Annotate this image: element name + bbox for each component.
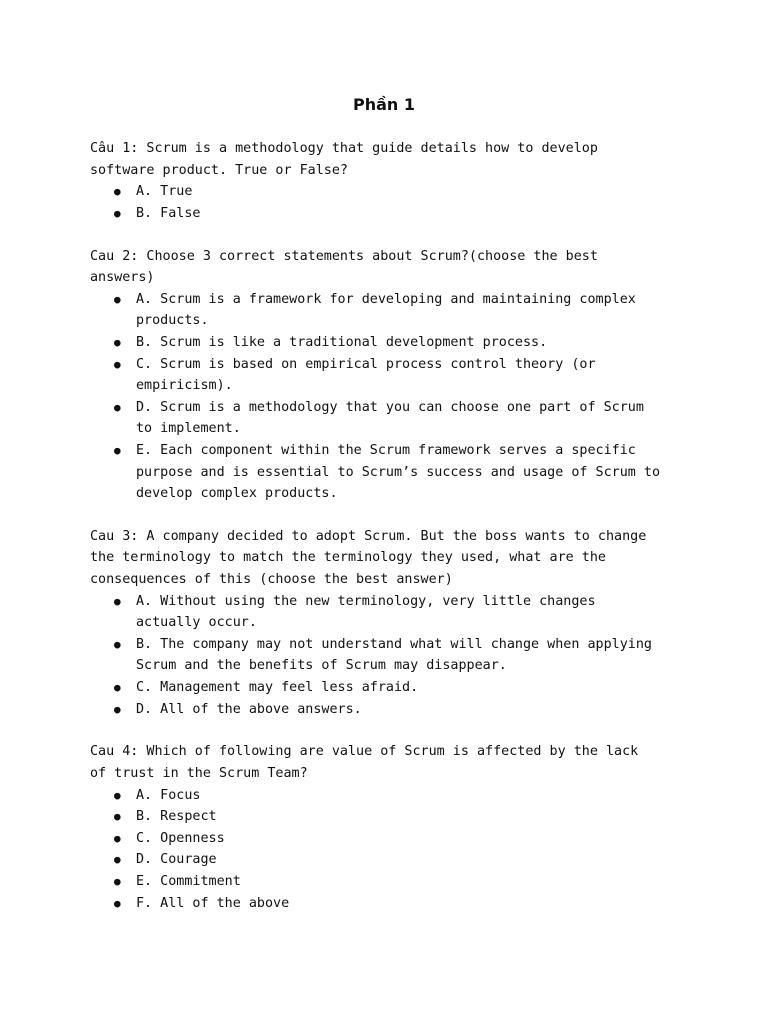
- option-text: D. Scrum is a methodology that you can choose one part of Scrum: [136, 399, 644, 415]
- bullet-icon: ●: [114, 702, 121, 716]
- answer-option: [90, 289, 690, 332]
- option-text: Scrum and the benefits of Scrum may disappear.: [136, 658, 507, 674]
- answer-option: [90, 806, 690, 828]
- answer-list: [90, 785, 690, 915]
- answer-option: [90, 397, 690, 440]
- bullet-icon: ●: [114, 292, 121, 306]
- option-text: E. Commitment: [136, 873, 241, 889]
- option-text: A. Without using the new terminology, very little changes: [136, 593, 596, 609]
- question-text-line: the terminology to match the terminology they used, what are the: [90, 550, 606, 566]
- option-text: B. Scrum is like a traditional development process.: [136, 334, 548, 350]
- option-text: products.: [136, 313, 209, 329]
- bullet-icon: ●: [114, 896, 121, 910]
- answer-option: [90, 699, 690, 721]
- answer-option: [90, 828, 690, 850]
- answer-option: [90, 332, 690, 354]
- bullet-icon: ●: [114, 853, 121, 867]
- option-text: F. All of the above: [136, 895, 290, 911]
- question-text-line: Cau 3: A company decided to adopt Scrum. But the boss wants to change: [90, 528, 647, 544]
- bullet-icon: ●: [114, 637, 121, 651]
- question-text-line: Câu 1: Scrum is a methodology that guide details how to develop: [90, 141, 598, 156]
- question-4: [90, 741, 690, 914]
- bullet-icon: ●: [114, 831, 121, 845]
- bullet-icon: ●: [114, 681, 121, 695]
- option-text: B. False: [136, 205, 201, 221]
- bullet-icon: ●: [114, 788, 121, 802]
- answer-option: [90, 785, 690, 807]
- option-text: to implement.: [136, 421, 241, 437]
- option-text: A. True: [136, 184, 193, 200]
- option-text: C. Scrum is based on empirical process control theory (or: [136, 356, 596, 372]
- answer-list: [90, 591, 690, 721]
- answer-option: [90, 634, 690, 677]
- bullet-icon: ●: [114, 443, 121, 457]
- option-text: B. Respect: [136, 809, 217, 825]
- answer-option: [90, 440, 690, 505]
- answer-option: [90, 893, 690, 915]
- option-text: A. Focus: [136, 787, 201, 803]
- question-text-line: Cau 2: Choose 3 correct statements about Scrum?(choose the best: [90, 248, 598, 264]
- option-text: C. Openness: [136, 830, 225, 846]
- answer-option: [90, 181, 690, 203]
- question-text-line: software product. True or False?: [90, 162, 348, 178]
- bullet-icon: ●: [114, 400, 121, 414]
- option-text: A. Scrum is a framework for developing and maintaining complex: [136, 291, 636, 307]
- bullet-icon: ●: [114, 874, 121, 888]
- question-1: [90, 138, 690, 224]
- bullet-icon: ●: [114, 335, 121, 349]
- option-text: B. The company may not understand what will change when applying: [136, 636, 652, 652]
- option-text: purpose and is essential to Scrum’s success and usage of Scrum to: [136, 464, 661, 480]
- question-list: [90, 138, 690, 935]
- answer-option: [90, 677, 690, 699]
- question-3: [90, 526, 690, 720]
- bullet-icon: ●: [114, 357, 121, 371]
- answer-option: [90, 203, 690, 225]
- option-text: D. Courage: [136, 852, 217, 868]
- question-2: [90, 246, 690, 505]
- bullet-icon: ●: [114, 594, 121, 608]
- question-text-line: consequences of this (choose the best answer): [90, 572, 453, 588]
- bullet-icon: ●: [114, 810, 121, 824]
- answer-list: [90, 289, 690, 505]
- bullet-icon: ●: [114, 185, 121, 199]
- question-text-line: Cau 4: Which of following are value of Scrum is affected by the lack: [90, 744, 639, 760]
- answer-list: [90, 181, 690, 224]
- answer-option: [90, 871, 690, 893]
- option-text: develop complex products.: [136, 486, 338, 502]
- answer-option: [90, 849, 690, 871]
- option-text: actually occur.: [136, 615, 257, 631]
- question-text-line: answers): [90, 270, 155, 286]
- bullet-icon: ●: [114, 206, 121, 220]
- page-title: Phần 1: [352, 95, 415, 114]
- option-text: E. Each component within the Scrum framework serves a specific: [136, 442, 636, 458]
- option-text: C. Management may feel less afraid.: [136, 680, 419, 696]
- answer-option: [90, 591, 690, 634]
- answer-option: [90, 354, 690, 397]
- question-text-line: of trust in the Scrum Team?: [90, 766, 308, 781]
- option-text: D. All of the above answers.: [136, 701, 362, 717]
- option-text: empiricism).: [136, 378, 233, 394]
